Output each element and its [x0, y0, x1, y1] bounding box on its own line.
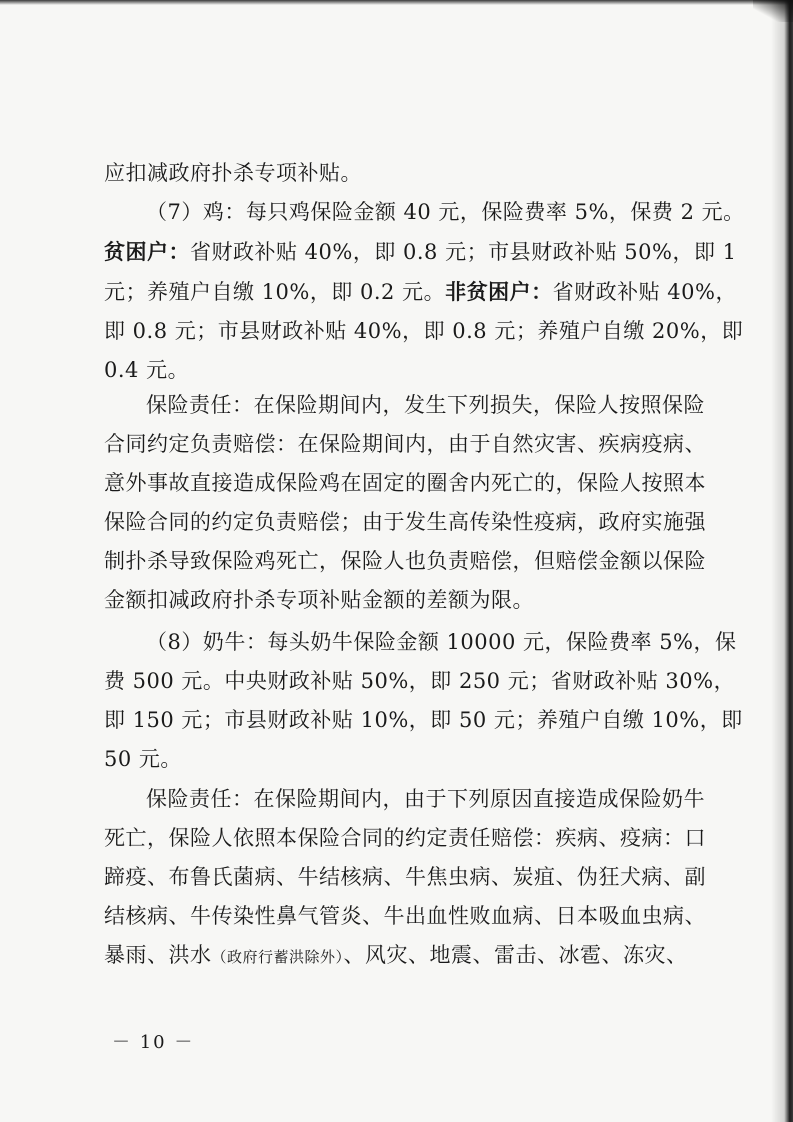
text-span: 元；养殖户自缴 10%，即 0.2 元。 — [104, 280, 446, 304]
text-line: 即 0.8 元；市县财政补贴 40%，即 0.8 元；养殖户自缴 20%，即 — [104, 319, 744, 343]
text-line: 即 150 元；市县财政补贴 10%，即 50 元；养殖户自缴 10%，即 — [104, 708, 743, 732]
text-block-continuation — [104, 154, 700, 193]
text-block-chicken-liability — [104, 386, 706, 620]
text-span: 暴雨、洪水 — [104, 943, 212, 967]
scan-edge-right — [771, 0, 793, 1122]
text-span: 省财政补贴 40%，即 0.8 元；市县财政补贴 50%，即 1 — [190, 240, 737, 264]
text-line: 结核病、牛传染性鼻气管炎、牛出血性败血病、日本吸血虫病、 — [104, 904, 706, 928]
text-line: 0.4 元。 — [104, 358, 190, 382]
text-line: 保险责任：在保险期间内，发生下列损失，保险人按照保险 — [146, 393, 705, 417]
text-line — [104, 272, 737, 312]
text-line: 50 元。 — [104, 747, 182, 771]
text-line: 蹄疫、布鲁氏菌病、牛结核病、牛焦虫病、炭疽、伪狂犬病、副 — [104, 865, 706, 889]
text-block-dairy-cow — [104, 623, 743, 779]
parenthetical-note: （政府行蓄洪除外） — [211, 948, 344, 966]
text-line: 金额扣减政府扑杀专项补贴金额的差额为限。 — [104, 588, 534, 612]
text-span: 、风灾、地震、雷击、冰雹、冻灾、 — [343, 943, 688, 967]
text-line: 保险责任：在保险期间内，由于下列原因直接造成保险奶牛 — [146, 787, 705, 811]
scan-edge-corner — [753, 0, 793, 22]
scan-edge-top — [0, 0, 793, 5]
text-line: 保险合同的约定负责赔偿；由于发生高传染性疫病，政府实施强 — [104, 510, 706, 534]
text-block-chicken — [104, 193, 745, 390]
text-line: 合同约定负责赔偿：在保险期间内，由于自然灾害、疾病疫病、 — [104, 432, 706, 456]
section-heading-chicken: （7）鸡：每只鸡保险金额 40 元，保险费率 5%，保费 2 元。 — [146, 200, 745, 224]
page-number: － 10 － — [112, 1032, 195, 1053]
bold-label-poor-household: 贫困户： — [104, 239, 190, 264]
text-line: 费 500 元。中央财政补贴 50%，即 250 元；省财政补贴 30%， — [104, 669, 736, 693]
text-line: 制扑杀导致保险鸡死亡，保险人也负责赔偿，但赔偿金额以保险 — [104, 549, 706, 573]
section-heading-dairy-cow: （8）奶牛：每头奶牛保险金额 10000 元，保险费率 5%，保 — [146, 630, 737, 654]
text-line: 死亡，保险人依照本保险合同的约定责任赔偿：疾病、疫病：口 — [104, 826, 706, 850]
text-block-dairy-cow-liability — [104, 780, 706, 977]
text-line — [104, 232, 737, 272]
text-line: 应扣减政府扑杀专项补贴。 — [104, 161, 362, 185]
bold-label-non-poor-household: 非贫困户： — [445, 279, 553, 304]
text-line — [104, 936, 700, 977]
text-line: 意外事故直接造成保险鸡在固定的圈舍内死亡的，保险人按照本 — [104, 471, 706, 495]
text-span: 省财政补贴 40%， — [552, 280, 737, 304]
